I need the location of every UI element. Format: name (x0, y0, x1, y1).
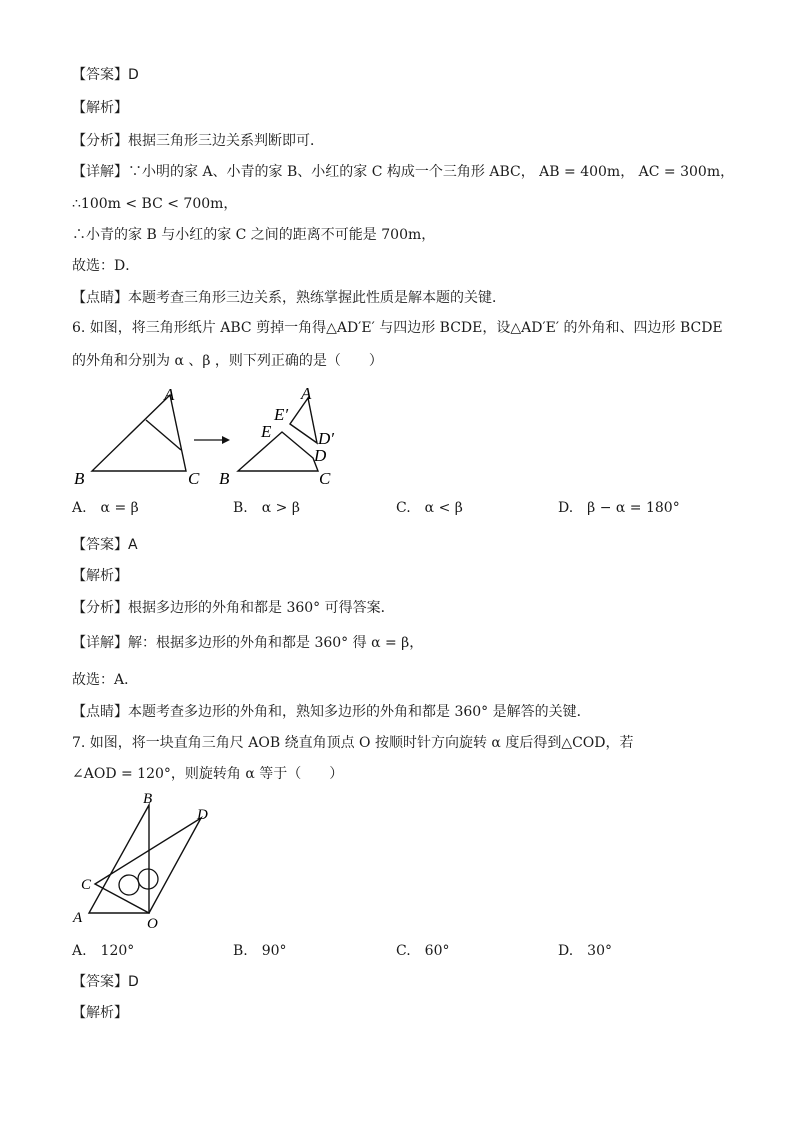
q6-stem-line2: 的外角和分别为 α 、β ，则下列正确的是（ ） (72, 353, 383, 369)
triangle-cod (95, 818, 201, 913)
q7-option-a: A. 120° (72, 943, 135, 959)
q7-option-d: D. 30° (558, 943, 612, 959)
q7-answer: 【答案】D (72, 974, 139, 990)
label-d: D (314, 446, 327, 465)
triangle-ad-e (290, 398, 317, 443)
quad-bcde (238, 432, 318, 471)
arrow-head (222, 436, 230, 444)
label-c: C (81, 877, 92, 893)
q7-stem-line2: ∠AOD = 120°，则旋转角 α 等于（ ） (72, 766, 344, 782)
q7-option-c: C. 60° (396, 943, 450, 959)
label-c2: C (319, 469, 331, 488)
label-b2: B (219, 469, 230, 488)
q6-analysis: 【分析】根据多边形的外角和都是 360° 可得答案． (72, 600, 395, 616)
label-b: B (143, 791, 153, 807)
q6-stem-line1: 6. 如图，将三角形纸片 ABC 剪掉一角得△AD′E′ 与四边形 BCDE，设△AD′E′ 的外角和、四边形 BCDE (72, 320, 723, 336)
q6-answer: 【答案】A (72, 537, 138, 553)
q6-option-b: B. α > β (233, 500, 300, 516)
q5-choice: 故选：D． (72, 258, 140, 274)
triangle-abc (92, 395, 186, 471)
q6-comment: 【点睛】本题考查多边形的外角和，熟知多边形的外角和都是 360° 是解答的关键． (72, 704, 591, 720)
q7-figure (70, 788, 230, 938)
label-e-prime: E′ (274, 405, 289, 424)
angle-mark-2 (138, 869, 158, 889)
q5-step1: ∴100m < BC < 700m， (72, 196, 238, 212)
label-d: D (197, 807, 208, 823)
q7-analysis-heading: 【解析】 (72, 1005, 128, 1021)
q6-option-d: D. β − α = 180° (558, 500, 680, 516)
q5-answer: 【答案】D (72, 67, 139, 83)
label-d-prime: D′ (318, 429, 334, 448)
q5-step2: ∴小青的家 B 与小红的家 C 之间的距离不可能是 700m， (72, 227, 436, 243)
q5-detail: 【详解】∵小明的家 A、小青的家 B、小红的家 C 构成一个三角形 ABC， AB = 400m， AC = 300m， (72, 164, 735, 180)
label-b: B (74, 469, 85, 488)
q5-analysis-heading: 【解析】 (72, 100, 128, 116)
label-c: C (188, 469, 200, 488)
label-o: O (147, 916, 158, 932)
q6-choice: 故选：A． (72, 672, 139, 688)
q7-option-b: B. 90° (233, 943, 287, 959)
label-a2: A (301, 384, 312, 403)
label-a: A (73, 910, 83, 926)
q6-option-c: C. α < β (396, 500, 463, 516)
q6-option-a: A. α = β (72, 500, 139, 516)
q5-analysis: 【分析】根据三角形三边关系判断即可． (72, 133, 324, 149)
angle-mark-1 (119, 875, 139, 895)
q6-detail: 【详解】解：根据多边形的外角和都是 360° 得 α = β， (72, 635, 424, 651)
q5-comment: 【点睛】本题考查三角形三边关系，熟练掌握此性质是解本题的关键． (72, 290, 506, 306)
label-a: A (164, 385, 175, 404)
q7-stem-line1: 7. 如图，将一块直角三角尺 AOB 绕直角顶点 O 按顺时针方向旋转 α 度后得到△COD，若 (72, 735, 634, 751)
q6-figure (70, 380, 370, 490)
label-e: E (261, 422, 272, 441)
q6-analysis-heading: 【解析】 (72, 568, 128, 584)
